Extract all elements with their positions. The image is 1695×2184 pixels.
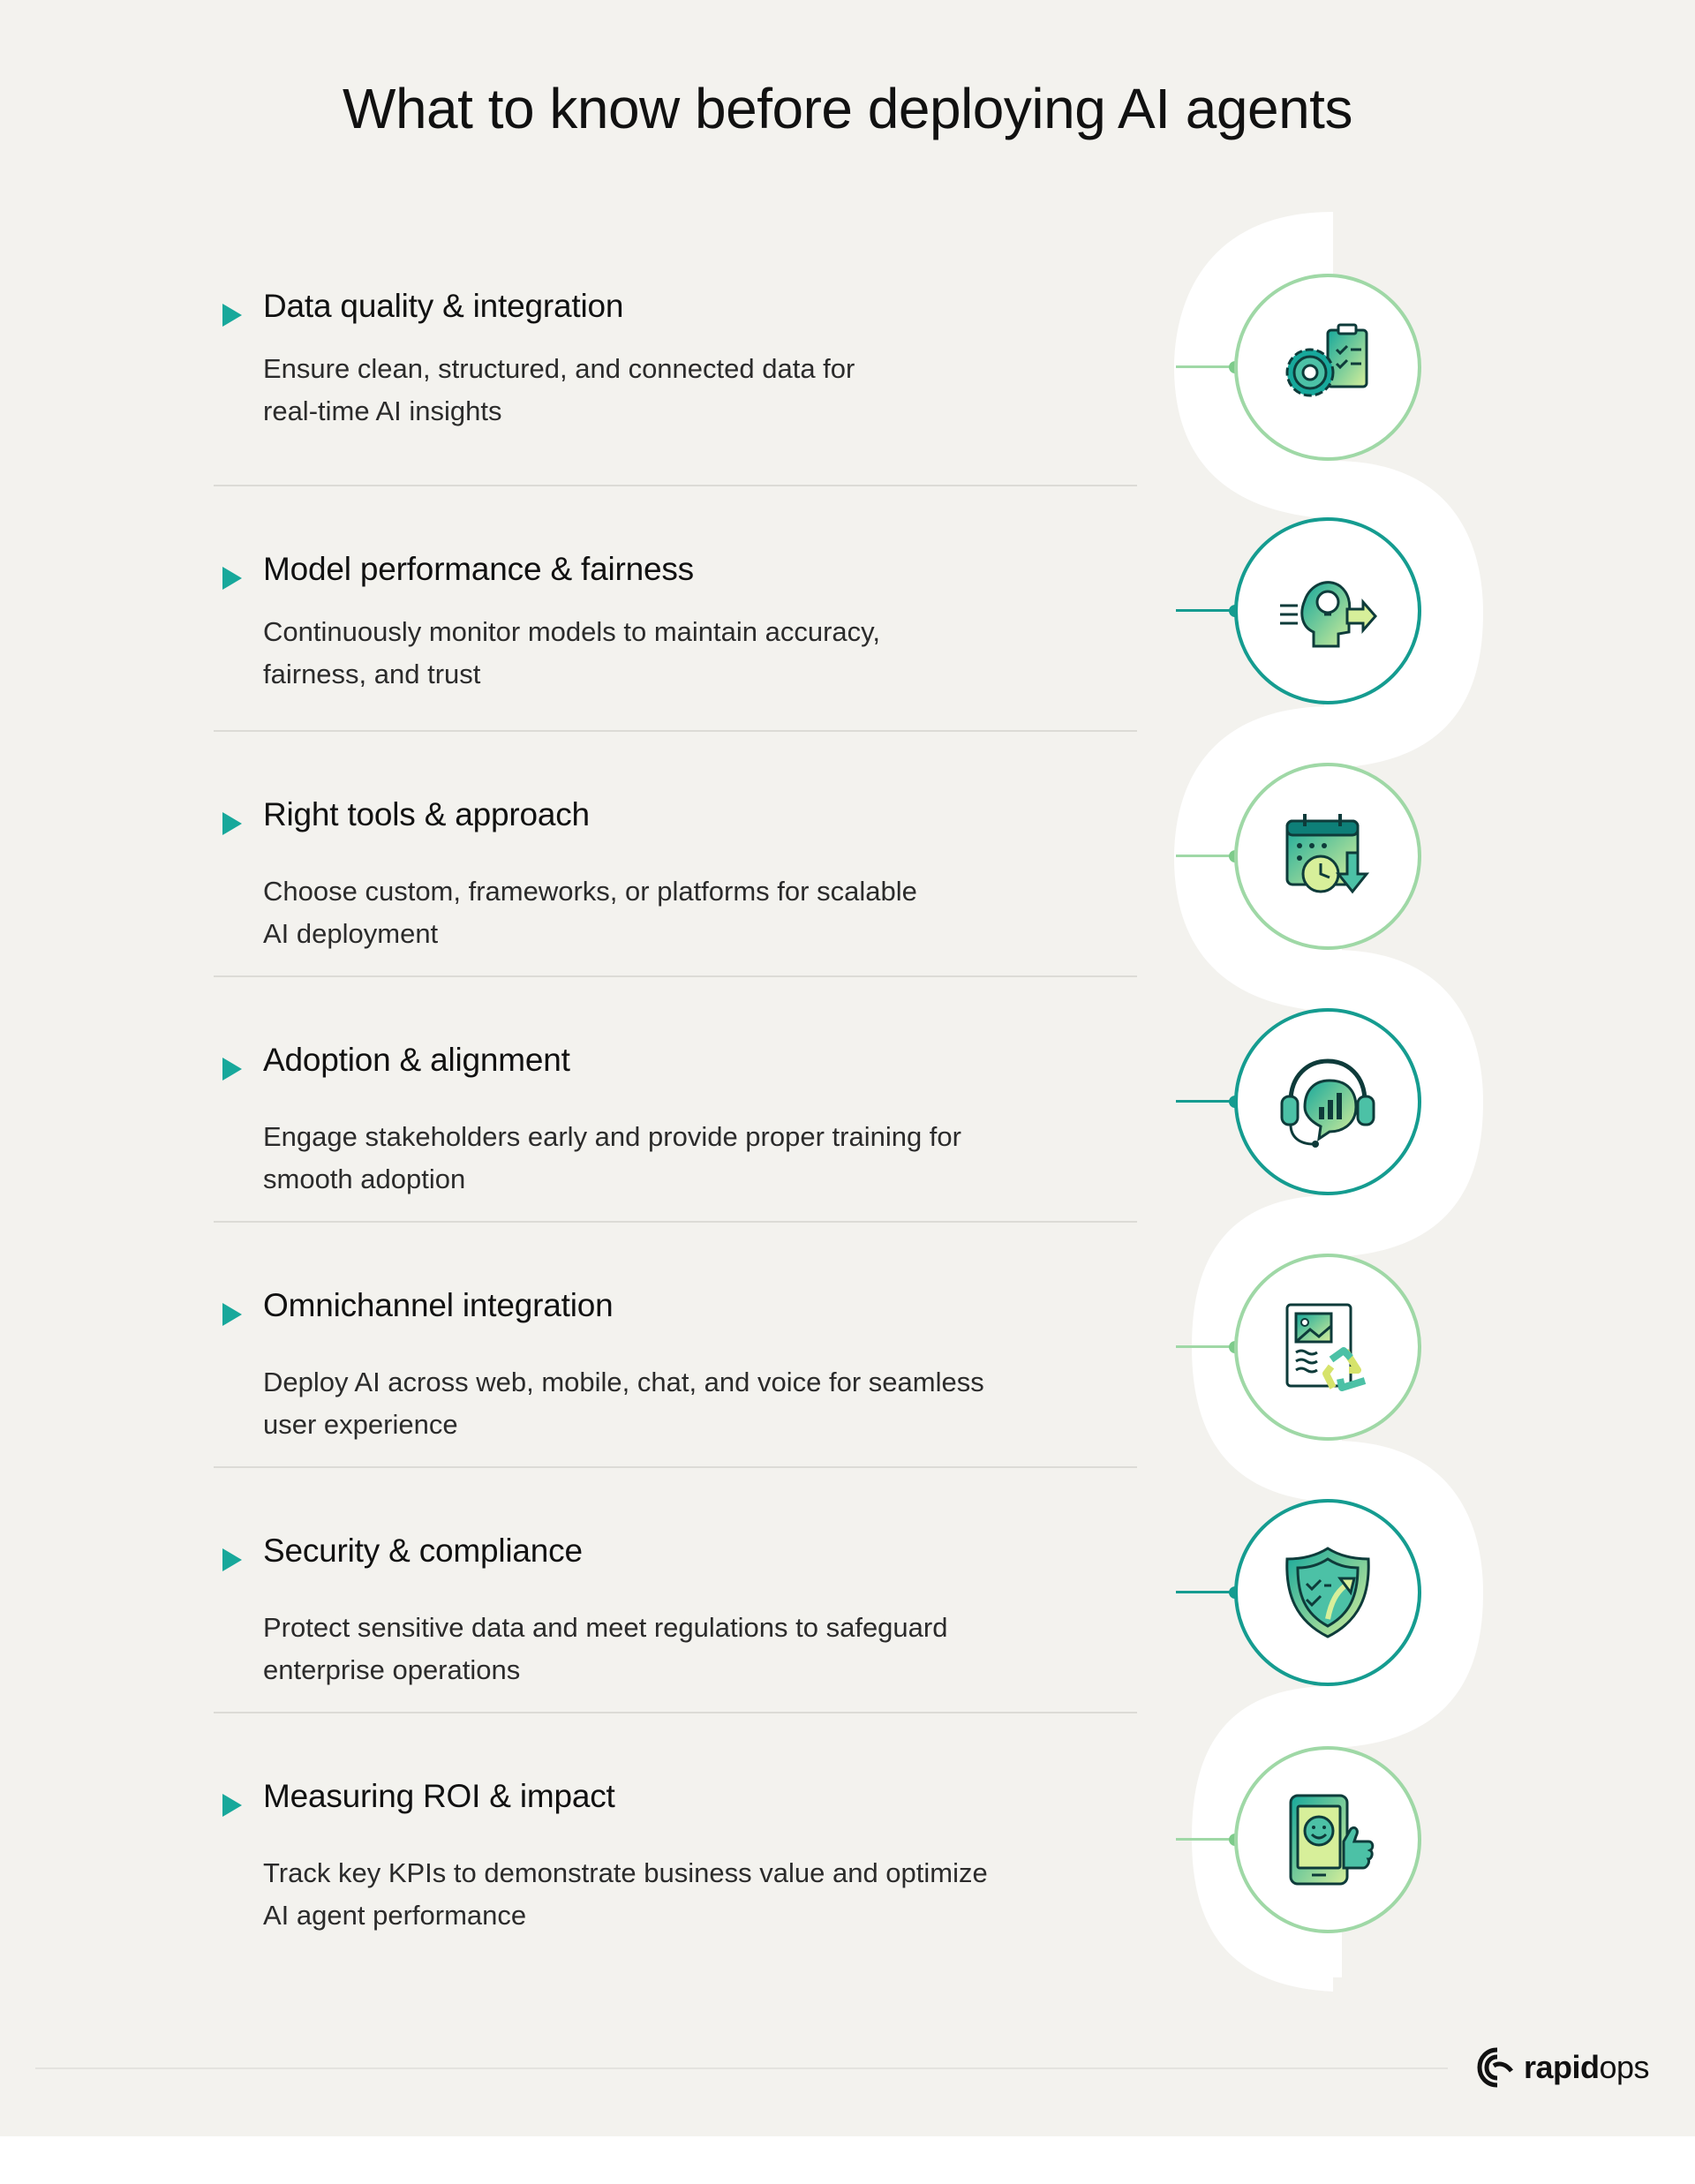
divider xyxy=(214,1466,1137,1468)
icon-circle xyxy=(1234,1499,1421,1686)
item-heading: Adoption & alignment xyxy=(263,1042,570,1078)
icon-circle xyxy=(1234,1008,1421,1195)
icon-circle xyxy=(1234,1746,1421,1933)
shield-check-icon xyxy=(1278,1543,1377,1642)
item-heading: Security & compliance xyxy=(263,1533,583,1569)
divider xyxy=(214,730,1137,732)
item-heading: Right tools & approach xyxy=(263,796,590,832)
list-item xyxy=(214,1506,1141,1751)
rapidops-logo-mark-icon xyxy=(1476,2046,1518,2089)
divider xyxy=(214,975,1137,977)
divider xyxy=(214,1221,1137,1223)
play-arrow-icon xyxy=(222,1058,242,1081)
item-description: Deploy AI across web, mobile, chat, and voice for seamless user experience xyxy=(263,1367,984,1440)
item-heading: Data quality & integration xyxy=(263,288,624,324)
icon-circle xyxy=(1234,763,1421,950)
brand-logo xyxy=(1476,2041,1649,2094)
play-arrow-icon xyxy=(222,1548,242,1571)
connector-line xyxy=(1176,609,1234,612)
connector-line xyxy=(1176,365,1234,368)
footer-divider xyxy=(35,2067,1448,2069)
head-lightbulb-arrow-icon xyxy=(1278,561,1377,660)
gear-checklist-icon xyxy=(1278,318,1377,417)
list-item xyxy=(214,770,1141,1015)
item-heading: Measuring ROI & impact xyxy=(263,1778,615,1814)
play-arrow-icon xyxy=(222,1303,242,1326)
item-description: Choose custom, frameworks, or platforms for scalable AI deployment xyxy=(263,876,917,949)
connector-line xyxy=(1176,1838,1234,1841)
document-recycle-icon xyxy=(1278,1298,1377,1397)
icon-circle xyxy=(1234,517,1421,704)
brand-name: rapidops xyxy=(1524,2049,1650,2085)
icon-circle xyxy=(1234,274,1421,461)
connector-line xyxy=(1176,1591,1234,1593)
connector-line xyxy=(1176,855,1234,857)
list-item xyxy=(214,1751,1141,1997)
calendar-clock-download-icon xyxy=(1278,807,1377,906)
list-item xyxy=(214,1261,1141,1506)
connector-line xyxy=(1176,1345,1234,1348)
item-description: Track key KPIs to demonstrate business value and optimize AI agent performance xyxy=(263,1857,988,1931)
item-heading: Omnichannel integration xyxy=(263,1287,614,1323)
play-arrow-icon xyxy=(222,812,242,835)
play-arrow-icon xyxy=(222,1794,242,1817)
play-arrow-icon xyxy=(222,304,242,327)
headset-chart-icon xyxy=(1278,1052,1377,1151)
phone-smiley-thumbsup-icon xyxy=(1278,1790,1377,1889)
icon-circle xyxy=(1234,1254,1421,1441)
item-heading: Model performance & fairness xyxy=(263,551,694,587)
play-arrow-icon xyxy=(222,567,242,590)
item-description: Continuously monitor models to maintain accuracy, fairness, and trust xyxy=(263,616,880,689)
list-item xyxy=(214,524,1141,770)
divider xyxy=(214,1712,1137,1713)
list-item xyxy=(214,1015,1141,1261)
item-description: Engage stakeholders early and provide proper training for smooth adoption xyxy=(263,1121,961,1194)
connector-line xyxy=(1176,1100,1234,1103)
divider xyxy=(214,485,1137,486)
item-description: Protect sensitive data and meet regulations to safeguard enterprise operations xyxy=(263,1612,948,1685)
item-description: Ensure clean, structured, and connected data for real-time AI insights xyxy=(263,353,855,426)
list-item xyxy=(214,261,1141,507)
page-title: What to know before deploying AI agents xyxy=(343,77,1352,140)
